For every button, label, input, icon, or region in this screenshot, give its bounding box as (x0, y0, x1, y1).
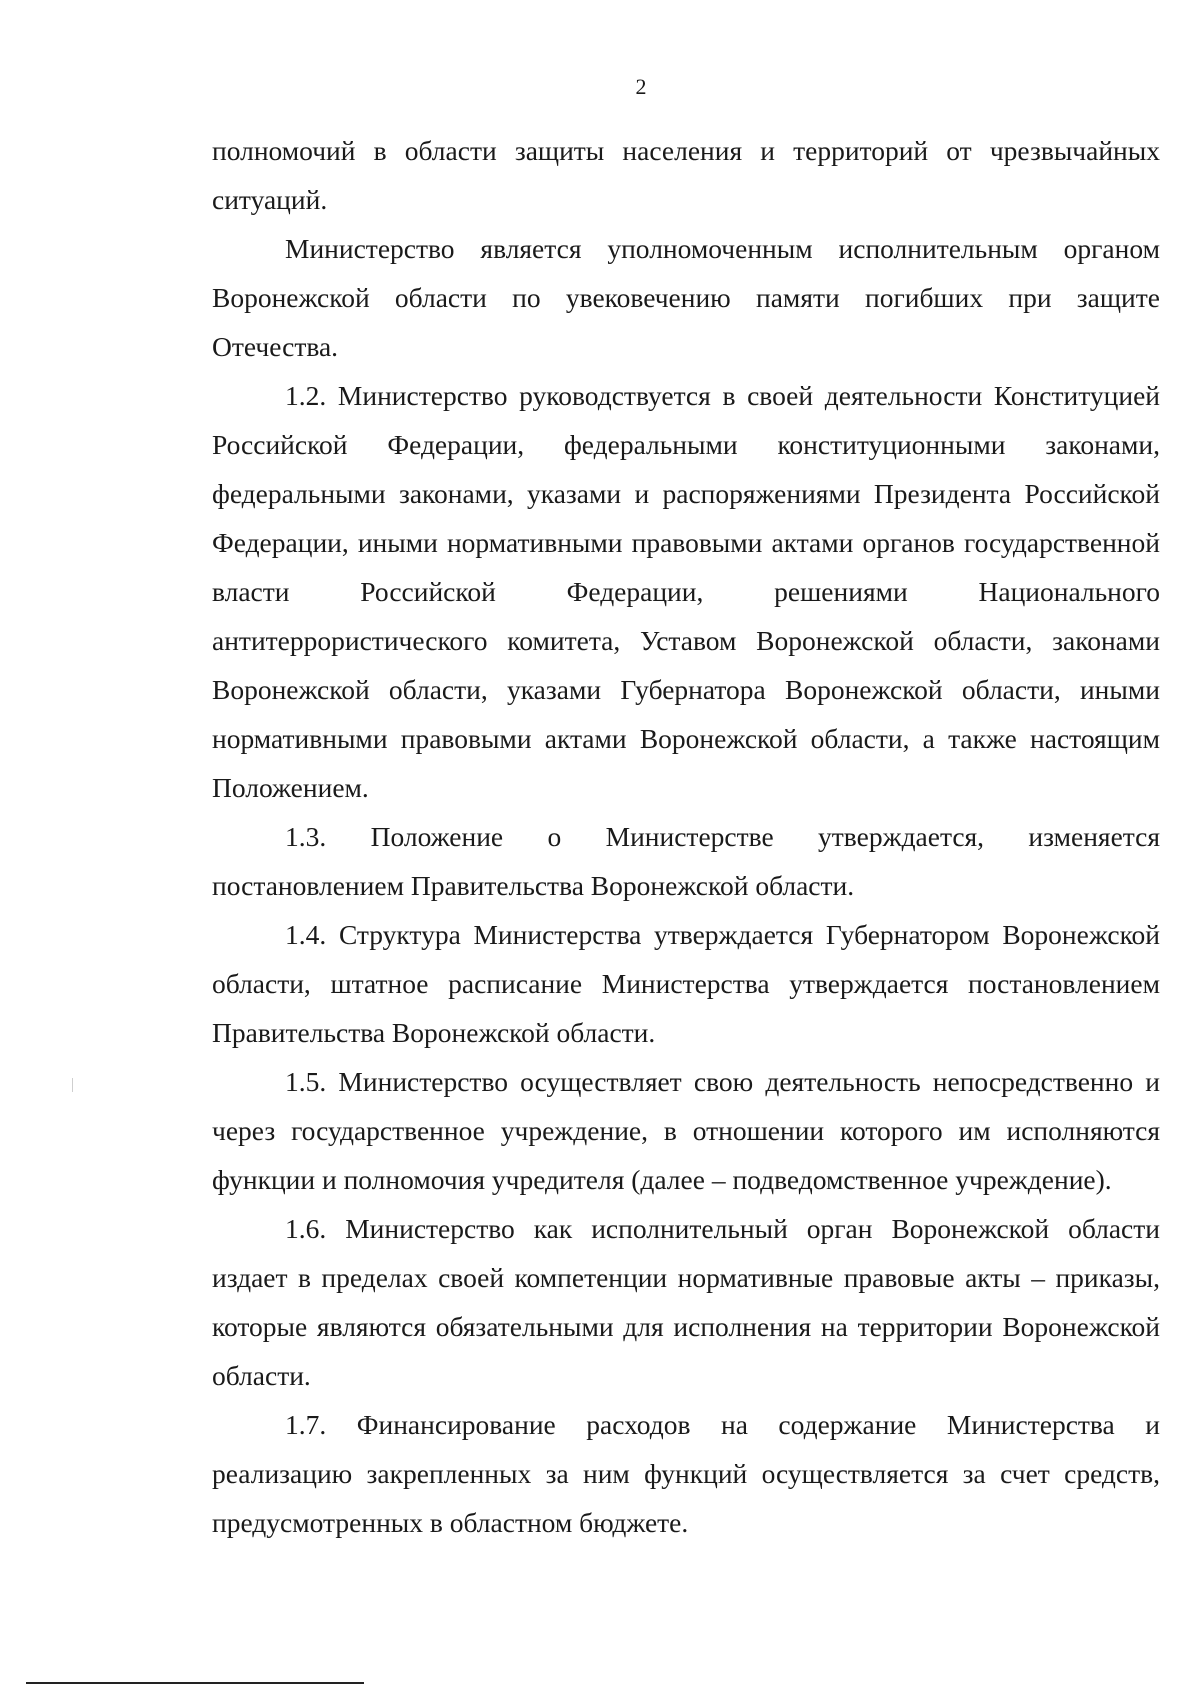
paragraph-1-6: 1.6. Министерство как исполнительный орган Воронежской области издает в пределах своей компетенции нормативные правовые акты – приказы, которые являются обязательными для исполнения на территории Воронежской области. (212, 1213, 1160, 1391)
paragraph-1-5: 1.5. Министерство осуществляет свою деятельность непосредственно и через государственное учреждение, в отношении которого им исполняются функции и полномочия учредителя (далее – подведомственное учреждение). (212, 1066, 1160, 1195)
paragraph-1-3: 1.3. Положение о Министерстве утверждается, изменяется постановлением Правительства Воронежской области. (212, 821, 1160, 901)
paragraph-continuation: полномочий в области защиты населения и территорий от чрезвычайных ситуаций. (212, 135, 1160, 215)
scan-margin-mark (72, 1078, 73, 1092)
document-body (212, 126, 1160, 1547)
bottom-rule-divider (26, 1682, 364, 1684)
paragraph-memorial-authority: Министерство является уполномоченным исполнительным органом Воронежской области по увековечению памяти погибших при защите Отечества. (212, 233, 1160, 362)
page-number: 2 (635, 74, 647, 99)
paragraph-1-2: 1.2. Министерство руководствуется в своей деятельности Конституцией Российской Федерации, федеральными конституционными законами, федеральными законами, указами и распоряжениями Президента Российской Федерации, иными нормативными правовыми актами органов государственной власти Российской Федерации, решениями Национального антитеррористического комитета, Уставом Воронежской области, законами Воронежской области, указами Губернатора Воронежской области, иными нормативными правовыми актами Воронежской области, а также настоящим Положением. (212, 380, 1160, 803)
paragraph-1-4: 1.4. Структура Министерства утверждается Губернатором Воронежской области, штатное расписание Министерства утверждается постановлением Правительства Воронежской области. (212, 919, 1160, 1048)
paragraph-1-7: 1.7. Финансирование расходов на содержание Министерства и реализацию закрепленных за ним функций осуществляется за счет средств, предусмотренных в областном бюджете. (212, 1409, 1160, 1538)
